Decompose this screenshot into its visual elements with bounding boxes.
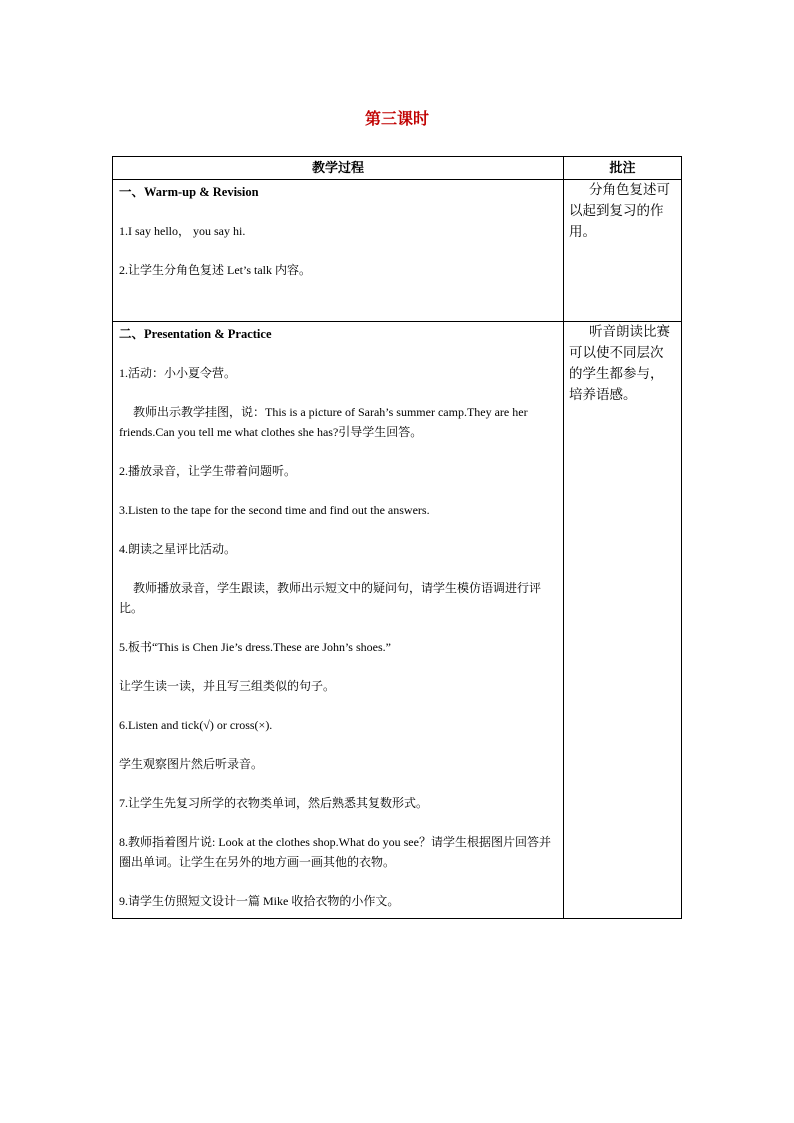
section-heading: 二、Presentation & Practice	[119, 327, 272, 341]
lesson-plan-table	[112, 156, 682, 919]
content-line: 9.请学生仿照短文设计一篇 Mike 收拾衣物的小作文。	[119, 894, 400, 908]
content-line: 教师出示教学挂图，说：This is a picture of Sarah’s summer camp.They are her friends.Can you tell me what clothes she has?引导学生回答。	[119, 405, 528, 439]
content-line: 6.Listen and tick(√) or cross(×).	[119, 718, 273, 732]
header-teaching-process: 教学过程	[113, 157, 564, 180]
section-heading: 一、Warm-up & Revision	[119, 185, 259, 199]
warmup-content-cell	[113, 180, 564, 322]
warmup-note-cell	[564, 180, 682, 322]
section-row-warmup	[113, 180, 682, 322]
annotation-text: 听音朗读比赛可以使不同层次的学生都参与，培养语感。	[569, 324, 670, 403]
content-line: 1.I say hello， you say hi.	[119, 224, 246, 238]
content-line: 3.Listen to the tape for the second time and find out the answers.	[119, 503, 430, 517]
page-title: 第三课时	[364, 109, 429, 128]
content-line: 让学生读一读，并且写三组类似的句子。	[119, 679, 336, 693]
annotation-text: 分角色复述可以起到复习的作用。	[569, 182, 670, 240]
presentation-note-cell	[564, 322, 682, 919]
content-line: 2.播放录音，让学生带着问题听。	[119, 464, 297, 478]
content-line: 5.板书“This is Chen Jie’s dress.These are John’s shoes.”	[119, 640, 391, 654]
section-row-presentation	[113, 322, 682, 919]
content-line: 4.朗读之星评比活动。	[119, 542, 237, 556]
content-line: 学生观察图片然后听录音。	[119, 757, 264, 771]
content-line: 教师播放录音，学生跟读，教师出示短文中的疑问句，请学生模仿语调进行评比。	[119, 581, 542, 615]
content-line: 2.让学生分角色复述 Let’s talk 内容。	[119, 263, 311, 277]
header-annotation: 批注	[564, 157, 682, 180]
content-line: 8.教师指着图片说: Look at the clothes shop.What do you see？请学生根据图片回答并圈出单词。让学生在另外的地方画一画其他的衣物。	[119, 835, 551, 869]
presentation-content-cell	[113, 322, 564, 919]
content-line: 1.活动：小小夏令营。	[119, 366, 237, 380]
header-row	[113, 157, 682, 180]
content-line: 7.让学生先复习所学的衣物类单词，然后熟悉其复数形式。	[119, 796, 429, 810]
